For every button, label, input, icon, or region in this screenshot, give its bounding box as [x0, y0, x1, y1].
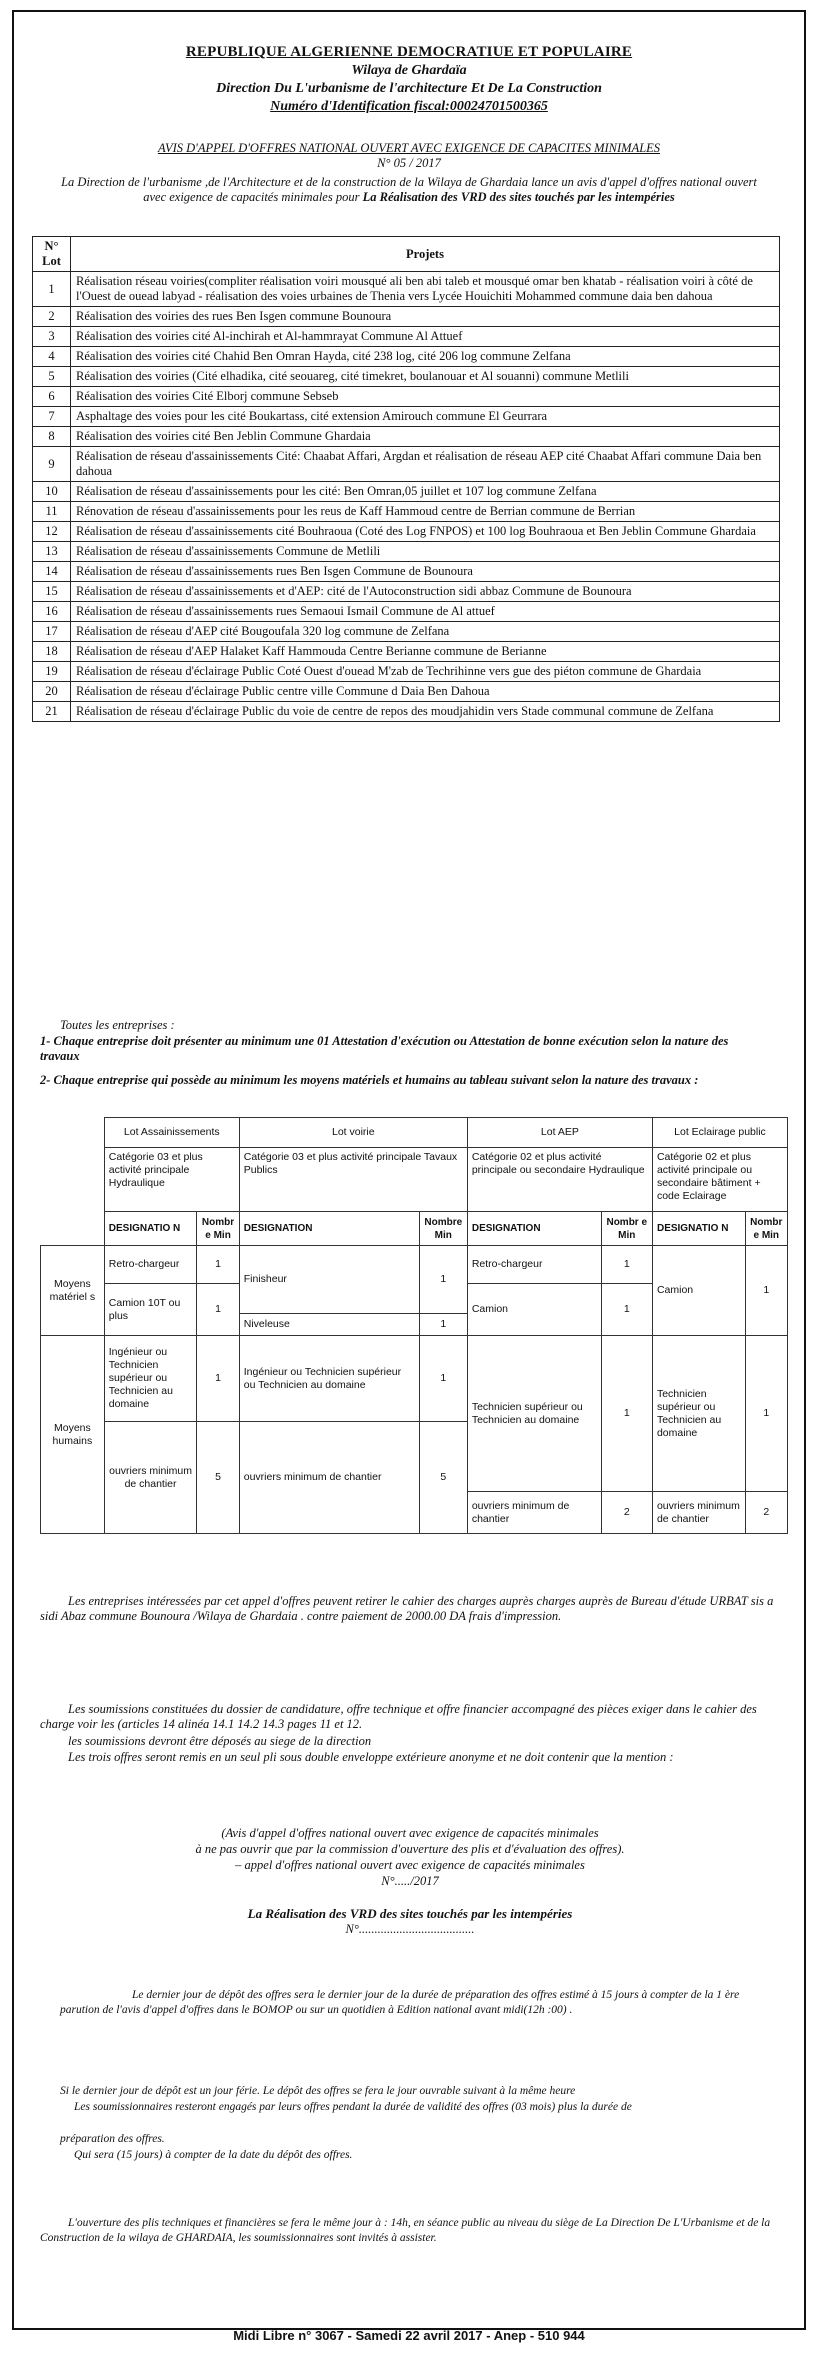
lot-number: 7: [33, 407, 71, 427]
count-cell: 2: [601, 1492, 652, 1534]
publication-footer: Midi Libre n° 3067 - Samedi 22 avril 2017 - Anep - 510 944: [233, 2328, 585, 2343]
lot-row: [33, 662, 780, 682]
means-table: [40, 1117, 788, 1534]
mention-subject: La Réalisation des VRD des sites touchés par les intempéries: [247, 1906, 573, 1921]
lot-row: [33, 407, 780, 427]
lot-row: [33, 502, 780, 522]
count-cell: 5: [419, 1422, 467, 1534]
designation-header: DESIGNATIO N: [104, 1212, 197, 1246]
lot-number: 4: [33, 347, 71, 367]
lot-assainissements: Lot Assainissements: [104, 1118, 239, 1148]
lot-row: [33, 562, 780, 582]
designation-cell: Camion 10T ou plus: [104, 1284, 197, 1336]
lot-project: Réalisation de réseau d'assainissements pour les cité: Ben Omran,05 juillet et 107 log commune Zelfana: [71, 482, 780, 502]
mention-line-3: – appel d'offres national ouvert avec exigence de capacités minimales: [235, 1858, 585, 1872]
lot-number: 1: [33, 272, 71, 307]
nombre-header: Nombr e Min: [197, 1212, 239, 1246]
nombre-header: Nombr e Min: [601, 1212, 652, 1246]
lot-number: 15: [33, 582, 71, 602]
lot-project: Réalisation des voiries Cité Elborj commune Sebseb: [71, 387, 780, 407]
wilaya-name: Wilaya de Ghardaïa: [351, 63, 467, 78]
lot-project: Réalisation des voiries cité Chahid Ben Omran Hayda, cité 238 log, cité 206 log commune Zelfana: [71, 347, 780, 367]
count-cell: 1: [601, 1284, 652, 1336]
moyens-humains-label: Moyens humains: [41, 1336, 105, 1534]
lot-number: 12: [33, 522, 71, 542]
lot-project: Réalisation de réseau d'éclairage Public du voie de centre de repos des moudjahidin vers Stade communal commune de Zelfana: [71, 702, 780, 722]
notice-number: N° 05 / 2017: [377, 156, 441, 170]
lot-project: Réalisation des voiries (Cité elhadika, cité seouareg, cité timekret, boulanouar et Al souanni) commune Metlili: [71, 367, 780, 387]
designation-cell: Technicien supérieur ou Technicien au domaine: [652, 1336, 745, 1492]
lot-row: [33, 347, 780, 367]
designation-cell: Niveleuse: [239, 1314, 419, 1336]
count-cell: 1: [419, 1336, 467, 1422]
lot-row: [33, 542, 780, 562]
lots-table-body: [33, 272, 780, 722]
lot-row: [33, 602, 780, 622]
conditions-all: Toutes les entreprises :: [60, 1018, 175, 1032]
lot-row: [33, 387, 780, 407]
condition-2: 2- Chaque entreprise qui possède au minimum les moyens matériels et humains au tableau suivant selon la nature des travaux :: [40, 1073, 699, 1087]
count-cell: 1: [601, 1336, 652, 1492]
designation-header: DESIGNATIO N: [652, 1212, 745, 1246]
paragraph-plis: Les trois offres seront remis en un seul pli sous double enveloppe extérieure anonyme et ne doit contenir que la mention :: [68, 1750, 674, 1764]
notice-header: [14, 44, 804, 115]
lot-number: 18: [33, 642, 71, 662]
mention-subject-number: N°.....................................: [345, 1922, 475, 1936]
paragraph-soumissions: Les soumissions constituées du dossier de candidature, offre technique et offre financier accompagné des pièces exiger dans le cahier des charge voir les (articles 14 alinéa 14.1 14.2 14.3 pages 11 et 12.: [40, 1702, 757, 1731]
condition-1: 1- Chaque entreprise doit présenter au minimum une 01 Attestation d'exécution ou Attestation de bonne exécution selon la nature des travaux: [40, 1034, 729, 1063]
lot-project: Réalisation de réseau d'éclairage Public Coté Ouest d'ouead M'zab de Techrihinne vers gue des piéton commune de Ghardaia: [71, 662, 780, 682]
lot-number: 6: [33, 387, 71, 407]
lot-project: Rénovation de réseau d'assainissements pour les reus de Kaff Hammoud centre de Berrian commune de Berrian: [71, 502, 780, 522]
nombre-header: Nombre Min: [419, 1212, 467, 1246]
lot-row: [33, 622, 780, 642]
lot-row: [33, 447, 780, 482]
paragraph-validite: Les soumissionnaires resteront engagés par leurs offres pendant la durée de validité des offres (03 mois) plus la durée de: [74, 2101, 632, 2113]
count-cell: 1: [419, 1314, 467, 1336]
lot-row: [33, 272, 780, 307]
count-cell: 1: [419, 1246, 467, 1314]
lot-project: Réalisation de réseau d'assainissements et d'AEP: cité de l'Autoconstruction sidi abbaz Commune de Bounoura: [71, 582, 780, 602]
nombre-header: Nombr e Min: [745, 1212, 787, 1246]
designation-header: DESIGNATION: [467, 1212, 601, 1246]
lot-number: 5: [33, 367, 71, 387]
lot-number: 8: [33, 427, 71, 447]
lot-number: 14: [33, 562, 71, 582]
lots-table-header: [33, 237, 780, 272]
lot-number: 20: [33, 682, 71, 702]
paragraph-depot: les soumissions devront être déposés au siege de la direction: [68, 1734, 372, 1748]
mention-number: N°...../2017: [381, 1874, 439, 1888]
designation-cell: Finisheur: [239, 1246, 419, 1314]
count-cell: 1: [197, 1284, 239, 1336]
designation-cell: ouvriers minimum de chantier: [652, 1492, 745, 1534]
lot-project: Réalisation des voiries des rues Ben Isgen commune Bounoura: [71, 307, 780, 327]
designation-cell: Camion: [652, 1246, 745, 1336]
lot-aep: Lot AEP: [467, 1118, 652, 1148]
paragraph-jour-ferie: Si le dernier jour de dépôt est un jour férie. Le dépôt des offres se fera le jour ouvrable suivant à la même heure: [60, 2085, 576, 2097]
designation-cell: Retro-chargeur: [104, 1246, 197, 1284]
designation-cell: Camion: [467, 1284, 601, 1336]
lot-number: 2: [33, 307, 71, 327]
lot-number: 3: [33, 327, 71, 347]
moyens-materiels-label: Moyens matériel s: [41, 1246, 105, 1336]
count-cell: 1: [745, 1336, 787, 1492]
lot-project: Réalisation des voiries cité Al-inchirah et Al-hammrayat Commune Al Attuef: [71, 327, 780, 347]
designation-cell: Ingénieur ou Technicien supérieur ou Technicien au domaine: [104, 1336, 197, 1422]
lots-table: [32, 236, 780, 722]
direction-name: Direction Du L'urbanisme de l'architecture Et De La Construction: [216, 81, 602, 96]
lot-row: [33, 307, 780, 327]
lot-row: [33, 367, 780, 387]
paragraph-preparation: préparation des offres.: [60, 2133, 165, 2145]
republic-title: REPUBLIQUE ALGERIENNE DEMOCRATIUE ET POPULAIRE: [185, 44, 633, 60]
paragraph-retrait: Les entreprises intéressées par cet appel d'offres peuvent retirer le cahier des charges auprès charges auprès de Bureau d'étude URBAT sis a sidi Abaz commune Bounoura /Wilaya de Ghardaia . contre paiement de 2000.00 DA frais d'impression.: [40, 1594, 774, 1623]
lot-project: Asphaltage des voies pour les cité Boukartass, cité extension Amirouch commune El Geurrara: [71, 407, 780, 427]
designation-header: DESIGNATION: [239, 1212, 419, 1246]
lot-number: 21: [33, 702, 71, 722]
notice-intro: [14, 175, 804, 205]
col-projects: Projets: [71, 237, 780, 272]
col-lot-number: N° Lot: [33, 237, 71, 272]
designation-cell: Retro-chargeur: [467, 1246, 601, 1284]
intro-subject: La Réalisation des VRD des sites touchés par les intempéries: [362, 190, 675, 204]
lot-project: Réalisation réseau voiries(compliter réalisation voiri mousqué ali ben abi taleb et mousqué omar ben khatab - réalisation voiri à côté de l'Ouest de ouead labyad - réalisation des voies urbaines de Thenia vers Lycée Houichiti Mohammed commune daia ben dahoua: [71, 272, 780, 307]
designation-cell: ouvriers minimum de chantier: [467, 1492, 601, 1534]
lot-row: [33, 522, 780, 542]
lot-row: [33, 427, 780, 447]
lot-voirie: Lot voirie: [239, 1118, 467, 1148]
lot-project: Réalisation de réseau d'AEP Halaket Kaff Hammouda Centre Berianne commune de Berianne: [71, 642, 780, 662]
category-2: Catégorie 03 et plus activité principale Tavaux Publics: [239, 1148, 467, 1212]
count-cell: 1: [197, 1246, 239, 1284]
count-cell: 5: [197, 1422, 239, 1534]
lot-row: [33, 582, 780, 602]
lot-project: Réalisation de réseau d'éclairage Public centre ville Commune d Daia Ben Dahoua: [71, 682, 780, 702]
lot-project: Réalisation des voiries cité Ben Jeblin Commune Ghardaia: [71, 427, 780, 447]
count-cell: 1: [197, 1336, 239, 1422]
count-cell: 1: [745, 1246, 787, 1336]
mention-line-2: à ne pas ouvrir que par la commission d'ouverture des plis et d'évaluation des offres).: [195, 1842, 625, 1856]
category-1: Catégorie 03 et plus activité principale Hydraulique: [104, 1148, 239, 1212]
notice-title: AVIS D'APPEL D'OFFRES NATIONAL OUVERT AVEC EXIGENCE DE CAPACITES MINIMALES: [157, 141, 661, 155]
lot-row: [33, 642, 780, 662]
lot-number: 19: [33, 662, 71, 682]
lot-row: [33, 682, 780, 702]
lot-number: 17: [33, 622, 71, 642]
paragraph-delai: Le dernier jour de dépôt des offres sera le dernier jour de la durée de préparation des offres estimé à 15 jours à compter de la 1 ère parution de l'avis d'appel d'offres dans le BOMOP ou sur un quotidien à Edition national avant midi(12h :00) .: [60, 1989, 740, 2016]
designation-cell: ouvriers minimum de chantier: [104, 1422, 197, 1534]
lot-project: Réalisation de réseau d'assainissements rues Ben Isgen Commune de Bounoura: [71, 562, 780, 582]
lot-eclairage: Lot Eclairage public: [652, 1118, 787, 1148]
paragraph-ouverture: L'ouverture des plis techniques et financières se fera le même jour à : 14h, en séance public au niveau du siège de La Direction De L'Urbanisme et de la Construction de la wilaya de GHARDAIA, les soumissionnaires sont invités à assister.: [40, 2217, 771, 2244]
paragraph-date-depot: Qui sera (15 jours) à compter de la date du dépôt des offres.: [74, 2149, 353, 2161]
mention-line-1: (Avis d'appel d'offres national ouvert avec exigence de capacités minimales: [221, 1826, 599, 1840]
lot-project: Réalisation de réseau d'AEP cité Bougoufala 320 log commune de Zelfana: [71, 622, 780, 642]
designation-cell: ouvriers minimum de chantier: [239, 1422, 419, 1534]
designation-cell: Technicien supérieur ou Technicien au domaine: [467, 1336, 601, 1492]
count-cell: 2: [745, 1492, 787, 1534]
category-3: Catégorie 02 et plus activité principale ou secondaire Hydraulique: [467, 1148, 652, 1212]
category-4: Catégorie 02 et plus activité principale ou secondaire bâtiment + code Eclairage: [652, 1148, 787, 1212]
lot-number: 9: [33, 447, 71, 482]
lot-number: 10: [33, 482, 71, 502]
lot-row: [33, 327, 780, 347]
lot-row: [33, 702, 780, 722]
fiscal-id: Numéro d'Identification fiscal:00024701500365: [270, 99, 548, 114]
count-cell: 1: [601, 1246, 652, 1284]
lot-number: 16: [33, 602, 71, 622]
lot-project: Réalisation de réseau d'assainissements cité Bouhraoua (Coté des Log FNPOS) et 100 log Bouhraoua et Ben Jeblin Commune Ghardaia: [71, 522, 780, 542]
lot-project: Réalisation de réseau d'assainissements Cité: Chaabat Affari, Argdan et réalisation de réseau AEP cité Chaabat Affari commune Daia ben dahoua: [71, 447, 780, 482]
lot-project: Réalisation de réseau d'assainissements rues Semaoui Ismail Commune de Al attuef: [71, 602, 780, 622]
lot-project: Réalisation de réseau d'assainissements Commune de Metlili: [71, 542, 780, 562]
lot-number: 13: [33, 542, 71, 562]
intro-text: La Direction de l'urbanisme ,de l'Architecture et de la construction de la Wilaya de Ghardaia lance un avis d'appel d'offres national ouvert avec exigence de capacités minimales pour: [61, 175, 757, 204]
lot-row: [33, 482, 780, 502]
designation-cell: Ingénieur ou Technicien supérieur ou Technicien au domaine: [239, 1336, 419, 1422]
lot-number: 11: [33, 502, 71, 522]
